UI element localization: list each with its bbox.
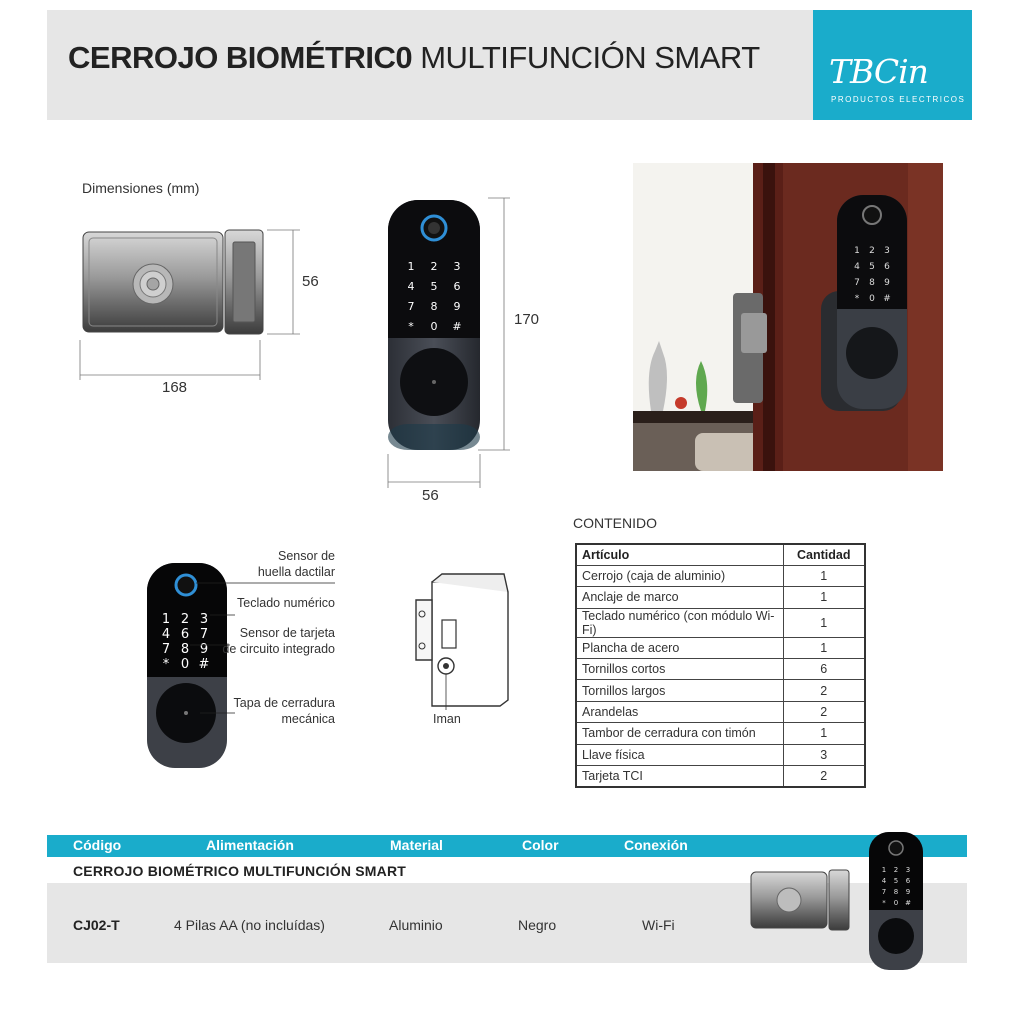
table-row <box>576 744 865 765</box>
item-name: Tornillos cortos <box>576 659 783 680</box>
svg-text:4: 4 <box>161 627 171 642</box>
svg-text:6: 6 <box>180 627 190 642</box>
col-article: Artículo <box>576 544 783 565</box>
keypad-callout-drawing <box>140 555 340 775</box>
table-row <box>576 766 865 787</box>
svg-text:9: 9 <box>453 300 461 313</box>
item-name: Teclado numérico (con módulo Wi-Fi) <box>576 608 783 637</box>
svg-text:3: 3 <box>905 866 911 874</box>
table-row <box>576 565 865 586</box>
table-row <box>576 723 865 744</box>
product-photo <box>633 163 943 471</box>
svg-text:#: # <box>198 657 210 672</box>
svg-text:8: 8 <box>180 642 190 657</box>
logo-subtitle: PRODUCTOS ELECTRICOS <box>831 95 966 104</box>
table-row <box>576 608 865 637</box>
svg-text:*: * <box>854 294 860 304</box>
svg-text:4: 4 <box>407 280 415 293</box>
svg-text:0: 0 <box>430 320 438 333</box>
svg-text:0: 0 <box>180 657 190 672</box>
keypad-drawing <box>384 192 514 492</box>
item-qty: 1 <box>783 608 865 637</box>
spec-connection: Wi-Fi <box>642 917 675 933</box>
svg-text:4: 4 <box>881 877 887 885</box>
cover-callout: Tapa de cerradura mecánica <box>233 696 335 726</box>
svg-text:3: 3 <box>453 260 461 273</box>
body-height-label: 56 <box>302 273 319 290</box>
svg-text:*: * <box>408 320 414 333</box>
brand-logo <box>813 10 972 120</box>
svg-text:8: 8 <box>430 300 438 313</box>
item-name: Tambor de cerradura con timón <box>576 723 783 744</box>
svg-text:1: 1 <box>881 866 887 874</box>
svg-text:7: 7 <box>407 300 415 313</box>
keypad-callout: Teclado numérico <box>237 596 335 610</box>
item-qty: 1 <box>783 723 865 744</box>
item-qty: 1 <box>783 637 865 658</box>
item-qty: 1 <box>783 587 865 608</box>
item-qty: 6 <box>783 659 865 680</box>
svg-text:1: 1 <box>161 612 171 627</box>
svg-text:1: 1 <box>407 260 415 273</box>
product-thumbnail <box>745 828 945 973</box>
svg-text:0: 0 <box>893 899 899 907</box>
fingerprint-callout: Sensor de huella dactilar <box>257 549 335 579</box>
svg-text:7: 7 <box>161 642 171 657</box>
item-name: Cerrojo (caja de aluminio) <box>576 565 783 586</box>
svg-text:1: 1 <box>854 246 860 256</box>
spec-code: CJ02-T <box>73 917 120 933</box>
spec-header-color: Color <box>522 837 559 853</box>
svg-text:2: 2 <box>869 246 875 256</box>
item-qty: 2 <box>783 701 865 722</box>
svg-text:2: 2 <box>430 260 438 273</box>
svg-text:*: * <box>162 657 170 672</box>
svg-text:6: 6 <box>453 280 461 293</box>
logo-text: TBCin <box>829 52 928 91</box>
item-name: Plancha de acero <box>576 637 783 658</box>
spec-header-connection: Conexión <box>624 837 688 853</box>
spec-power: 4 Pilas AA (no incluídas) <box>174 917 325 933</box>
keypad-width-label: 56 <box>422 487 439 504</box>
body-width-label: 168 <box>162 379 188 396</box>
svg-text:7: 7 <box>199 627 209 642</box>
svg-text:3: 3 <box>884 246 890 256</box>
contents-header-row <box>576 544 865 565</box>
item-name: Tarjeta TCI <box>576 766 783 787</box>
svg-text:0: 0 <box>869 294 875 304</box>
svg-text:5: 5 <box>430 280 438 293</box>
item-qty: 1 <box>783 565 865 586</box>
svg-text:5: 5 <box>869 262 875 272</box>
svg-text:6: 6 <box>884 262 890 272</box>
table-row <box>576 701 865 722</box>
item-name: Arandelas <box>576 701 783 722</box>
svg-text:*: * <box>882 899 886 907</box>
frame-anchor-drawing <box>410 570 510 715</box>
svg-text:8: 8 <box>893 888 899 896</box>
item-qty: 2 <box>783 680 865 701</box>
rose-emblem <box>133 264 173 304</box>
svg-text:7: 7 <box>854 278 860 288</box>
table-row <box>576 587 865 608</box>
item-qty: 2 <box>783 766 865 787</box>
svg-text:2: 2 <box>180 612 190 627</box>
svg-text:8: 8 <box>869 278 875 288</box>
item-name: Tornillos largos <box>576 680 783 701</box>
svg-text:6: 6 <box>905 877 911 885</box>
contents-table <box>575 543 866 788</box>
keypad-height-label: 170 <box>514 311 540 328</box>
item-qty: 3 <box>783 744 865 765</box>
magnet-label: Iman <box>433 712 461 726</box>
svg-text:5: 5 <box>893 877 899 885</box>
card-sensor-callout: Sensor de tarjeta de circuito integrado <box>222 626 335 656</box>
dimensions-title: Dimensiones (mm) <box>82 180 200 196</box>
spec-material: Aluminio <box>389 917 443 933</box>
table-row <box>576 659 865 680</box>
contents-title: CONTENIDO <box>573 515 657 531</box>
page-title: CERROJO BIOMÉTRIC0 MULTIFUNCIÓN SMART <box>68 40 760 75</box>
lock-body-drawing <box>75 222 305 382</box>
svg-text:#: # <box>452 320 462 333</box>
table-row <box>576 680 865 701</box>
spec-header-material: Material <box>390 837 443 853</box>
item-name: Anclaje de marco <box>576 587 783 608</box>
item-name: Llave física <box>576 744 783 765</box>
svg-text:7: 7 <box>881 888 887 896</box>
col-quantity: Cantidad <box>783 544 865 565</box>
spec-header-power: Alimentación <box>206 837 294 853</box>
table-row <box>576 637 865 658</box>
svg-text:3: 3 <box>199 612 209 627</box>
spec-header-code: Código <box>73 837 122 853</box>
svg-text:2: 2 <box>893 866 899 874</box>
svg-text:9: 9 <box>905 888 911 896</box>
svg-text:#: # <box>905 899 911 907</box>
spec-color: Negro <box>518 917 557 933</box>
svg-text:#: # <box>883 294 891 304</box>
svg-text:4: 4 <box>854 262 860 272</box>
svg-text:9: 9 <box>884 278 890 288</box>
svg-text:9: 9 <box>199 642 209 657</box>
spec-product-name: CERROJO BIOMÉTRICO MULTIFUNCIÓN SMART <box>73 863 407 879</box>
